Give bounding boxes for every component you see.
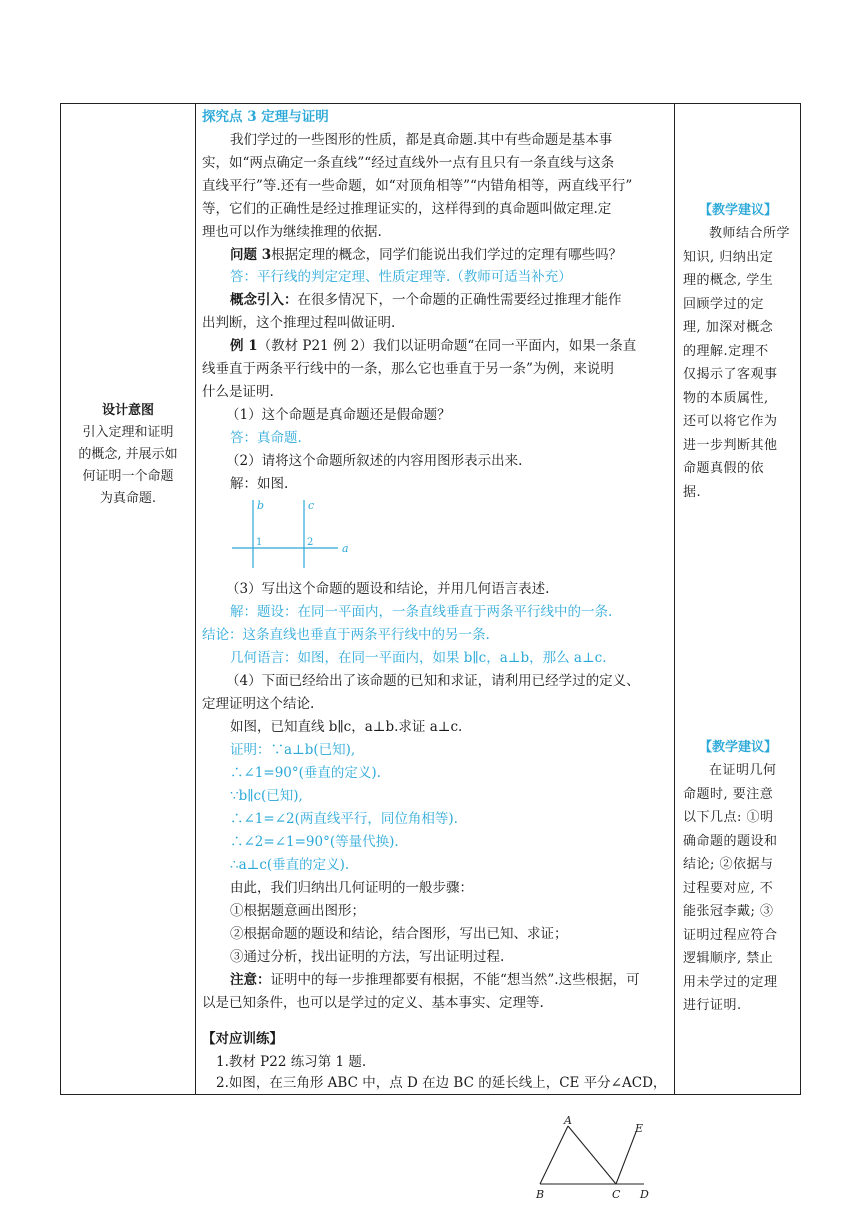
paragraph-line: 直线平行”等.还有一些命题，如“对顶角相等”“内错角相等，两直线平行” xyxy=(202,178,633,194)
design-intent-line: 的概念, 并展示如 xyxy=(78,447,178,462)
design-intent-title: 设计意图 xyxy=(101,403,154,418)
proof-line: ∴a⊥c(垂直的定义). xyxy=(230,857,350,873)
label-c: c xyxy=(308,499,315,512)
proof-line: ∴∠1=90°(垂直的定义). xyxy=(230,765,381,781)
sub-question-1: （1）这个命题是真命题还是假命题？ xyxy=(226,407,451,423)
angle-1-label: 1 xyxy=(256,537,263,548)
teaching-suggestion-line: 理的概念, 学生 xyxy=(683,273,774,288)
concept-text-line: 出判断，这个推理过程叫做证明. xyxy=(202,315,396,331)
teaching-suggestion-line: 据. xyxy=(683,484,702,500)
proof-line: 证明：∵a⊥b(已知), xyxy=(230,742,356,758)
section-title: 探究点 3 定理与证明 xyxy=(202,109,329,125)
example-1 xyxy=(230,335,636,357)
point-B-label: B xyxy=(536,1188,545,1201)
teaching-suggestion-line: 还可以将它作为 xyxy=(683,414,778,429)
design-intent-line: 何证明一个命题 xyxy=(82,469,174,484)
teaching-suggestion-line: 逻辑顺序, 禁止 xyxy=(683,951,774,966)
teaching-suggestion-column xyxy=(675,104,801,1094)
proof-line: ∴∠2=∠1=90°(等量代换). xyxy=(230,834,399,850)
paragraph-line: 理也可以作为继续推理的依据. xyxy=(202,224,382,240)
teaching-suggestion-line: 命题时, 要注意 xyxy=(683,786,774,802)
design-intent-line: 引入定理和证明 xyxy=(82,425,174,440)
step-item: ③通过分析，找出证明的方法，写出证明过程. xyxy=(230,949,505,965)
teaching-suggestion-line: 确命题的题设和 xyxy=(683,833,778,849)
sub-answer-1: 答：真命题. xyxy=(230,430,302,446)
point-D-label: D xyxy=(640,1188,649,1201)
concept-text: 在很多情况下，一个命题的正确性需要经过推理才能作 xyxy=(297,292,622,308)
concept-intro xyxy=(230,289,622,311)
label-b: b xyxy=(257,499,265,512)
steps-intro: 由此，我们归纳出几何证明的一般步骤： xyxy=(230,880,473,896)
note xyxy=(230,969,640,991)
teaching-suggestion-line: 过程要对应, 不 xyxy=(683,880,774,896)
teaching-suggestion-line: 进一步判断其他 xyxy=(683,437,778,453)
question-3-answer: 答：平行线的判定定理、性质定理等.（教师可适当补充） xyxy=(230,269,572,285)
design-intent-line: 为真命题. xyxy=(99,491,157,506)
note-text-line: 以是已知条件，也可以是学过的定义、基本事实、定理等. xyxy=(202,995,544,1011)
example-label: 例 1 xyxy=(230,338,258,354)
teaching-suggestion-line: 能张冠李戴; ③ xyxy=(683,904,774,919)
step-item: ①根据题意画出图形； xyxy=(230,903,365,919)
teaching-suggestion-line: 以下几点: ①明 xyxy=(683,810,774,825)
main-content-column xyxy=(196,104,674,1094)
design-intent-column xyxy=(61,104,195,1094)
point-E-label: E xyxy=(635,1122,644,1135)
proof-line: ∴∠1=∠2(两直线平行，同位角相等). xyxy=(230,811,458,827)
question-label: 问题 3 xyxy=(230,247,272,263)
paragraph-line: 实，如“两点确定一条直线”“经过直线外一点有且只有一条直线与这条 xyxy=(202,155,615,171)
question-text: 根据定理的概念，同学们能说出我们学过的定理有哪些吗？ xyxy=(271,247,623,263)
segment-AC xyxy=(568,1126,616,1184)
sub-answer-3: 几何语言：如图，在同一平面内，如果 b∥c，a⊥b，那么 a⊥c. xyxy=(230,650,607,666)
note-label: 注意： xyxy=(230,972,271,988)
question-3 xyxy=(230,244,622,266)
teaching-suggestion-head: 【教学建议】 xyxy=(698,740,777,755)
teaching-suggestion-line: 证明过程应符合 xyxy=(683,927,778,943)
concept-label: 概念引入： xyxy=(230,292,298,308)
sub-question-4: （4）下面已经给出了该命题的已知和求证，请利用已经学过的定义、 xyxy=(226,673,640,689)
practice-item: 2.如图，在三角形 ABC 中，点 D 在边 BC 的延长线上，CE 平分∠ACD， xyxy=(216,1075,667,1091)
sub-answer-3: 结论：这条直线也垂直于两条平行线中的另一条. xyxy=(202,627,490,643)
teaching-suggestion-line: 教师结合所学 xyxy=(709,226,791,241)
paragraph-line: 等，它们的正确性是经过推理证实的，这样得到的真命题叫做定理.定 xyxy=(202,201,612,217)
teaching-suggestion-line: 物的本质属性, xyxy=(683,390,769,406)
teaching-suggestion-line: 仅揭示了客观事 xyxy=(683,367,778,382)
lesson-table xyxy=(60,103,801,1095)
practice-title: 【对应训练】 xyxy=(202,1031,283,1047)
example-text-line: 什么是证明. xyxy=(202,384,274,400)
ray-CE xyxy=(616,1132,636,1184)
point-C-label: C xyxy=(612,1188,621,1201)
sub-answer-2: 解：如图. xyxy=(230,476,289,492)
point-A-label: A xyxy=(564,1114,572,1127)
segment-AB xyxy=(540,1126,568,1184)
teaching-suggestion-line: 用未学过的定理 xyxy=(683,974,778,990)
teaching-suggestion-line: 在证明几何 xyxy=(709,763,777,778)
sub-answer-3: 解：题设：在同一平面内，一条直线垂直于两条平行线中的一条. xyxy=(230,604,613,620)
sub-question-4: 定理证明这个结论. xyxy=(202,696,315,712)
teaching-suggestion-line: 进行证明. xyxy=(683,998,742,1013)
teaching-suggestion-line: 命题真假的依 xyxy=(683,461,765,476)
paragraph-line: 我们学过的一些图形的性质，都是真命题.其中有些命题是基本事 xyxy=(230,132,613,148)
angle-2-label: 2 xyxy=(307,537,314,548)
triangle-figure xyxy=(530,1112,660,1202)
teaching-suggestion-head: 【教学建议】 xyxy=(698,203,777,218)
label-a: a xyxy=(342,542,349,555)
practice-item: 1.教材 P22 练习第 1 题. xyxy=(216,1054,367,1070)
note-text: 证明中的每一步推理都要有根据，不能“想当然”.这些根据，可 xyxy=(270,972,640,988)
sub-question-2: （2）请将这个命题所叙述的内容用图形表示出来. xyxy=(226,453,523,469)
proof-line: ∵b∥c(已知), xyxy=(230,788,303,804)
example-text: （教材 P21 例 2）我们以证明命题“在同一平面内，如果一条直 xyxy=(257,338,637,354)
perpendicular-lines-figure xyxy=(226,496,356,571)
teaching-suggestion-line: 知识, 归纳出定 xyxy=(683,249,774,265)
teaching-suggestion-line: 理, 加深对概念 xyxy=(683,320,774,335)
given-statement: 如图，已知直线 b∥c，a⊥b.求证 a⊥c. xyxy=(230,719,463,735)
sub-question-3: （3）写出这个命题的题设和结论，并用几何语言表述. xyxy=(226,581,550,597)
teaching-suggestion-line: 结论; ②依据与 xyxy=(683,857,774,872)
teaching-suggestion-line: 回顾学过的定 xyxy=(683,296,765,312)
example-text-line: 线垂直于两条平行线中的一条，那么它也垂直于另一条”为例，来说明 xyxy=(202,361,614,377)
teaching-suggestion-line: 的理解.定理不 xyxy=(683,343,769,359)
step-item: ②根据命题的题设和结论，结合图形，写出已知、求证； xyxy=(230,926,568,942)
